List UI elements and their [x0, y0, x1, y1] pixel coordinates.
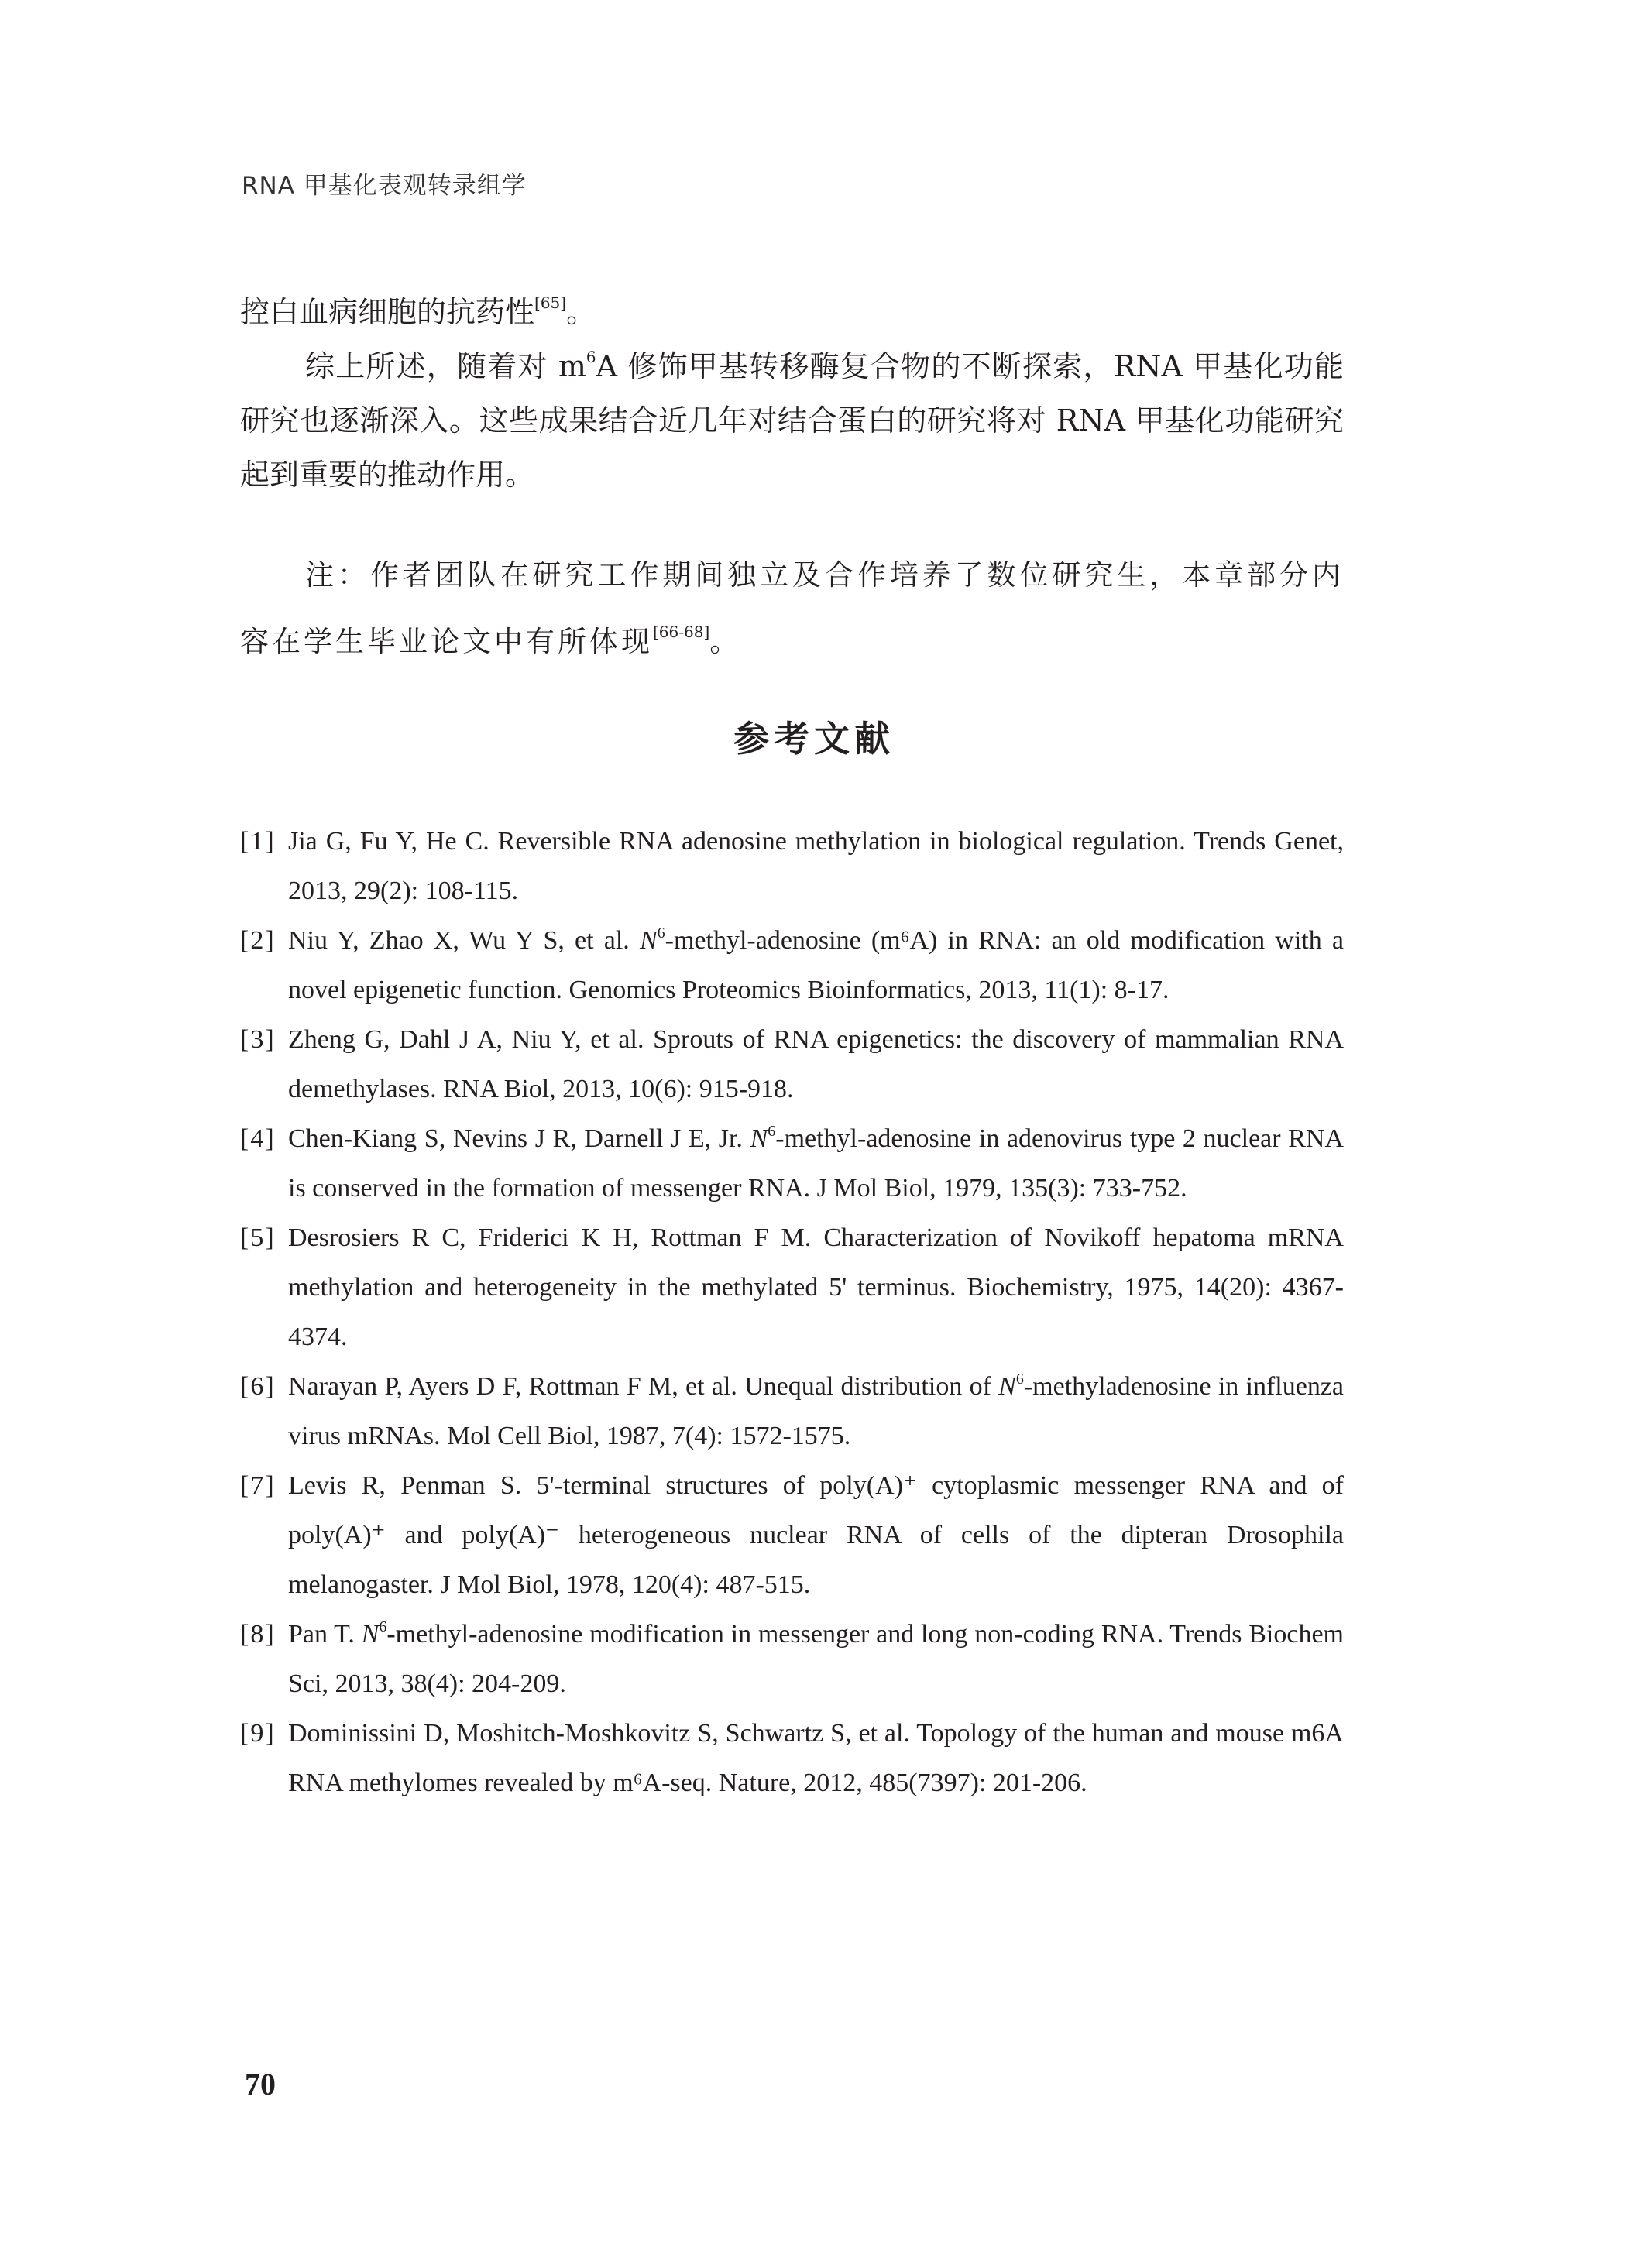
reference-item: [5] Desrosiers R C, Friderici K H, Rottman F M. Characterization of Novikoff hepatoma mRNA methylation and heterogeneity in the methylated 5' terminus. Biochemistry, 1975, 14(20): 4367-4374.	[240, 1213, 1344, 1362]
reference-number: [1]	[240, 827, 276, 856]
reference-number: [6]	[240, 1372, 276, 1401]
reference-item: [4] Chen-Kiang S, Nevins J R, Darnell J E, Jr. $N^6-methyl$-adenosine in adenovirus type 2 nuclear RNA is conserved in the formation of messenger RNA. J Mol Biol, 1979, 135(3): 733-752.	[240, 1114, 1344, 1213]
citation-link[interactable]: [65]	[534, 293, 567, 312]
reference-number: [7]	[240, 1471, 276, 1500]
running-header: RNA 甲基化表观转录组学	[242, 172, 527, 200]
reference-item: [8] Pan T. $N^6-methyl$-adenosine modification in messenger and long non-coding RNA. Trends Biochem Sci, 2013, 38(4): 204-209.	[240, 1610, 1344, 1709]
note-paragraph: 注：作者团队在研究工作期间独立及合作培养了数位研究生，本章部分内容在学生毕业论文中有所体现[66-68]。	[240, 558, 1344, 658]
author-note	[240, 542, 1344, 675]
reference-item: [2] Niu Y, Zhao X, Wu Y S, et al. $N^6-methyl$-adenosine (m⁶A) in RNA: an old modification with a novel epigenetic function. Genomics Proteomics Bioinformatics, 2013, 11(1): 8-17.	[240, 916, 1344, 1015]
reference-item: [9] Dominissini D, Moshitch-Moshkovitz S, Schwartz S, et al. Topology of the human and mouse m6A RNA methylomes revealed by m⁶A-seq. Nature, 2012, 485(7397): 201-206.	[240, 1709, 1344, 1808]
reference-item: [7] Levis R, Penman S. 5'-terminal structures of poly(A)⁺ cytoplasmic messenger RNA and of poly(A)⁺ and poly(A)⁻ heterogeneous nuclear RNA of cells of the dipteran Drosophila melanogaster. J Mol Biol, 1978, 120(4): 487-515.	[240, 1461, 1344, 1610]
citation-link[interactable]: [66-68]	[653, 623, 710, 641]
reference-item: [3] Zheng G, Dahl J A, Niu Y, et al. Sprouts of RNA epigenetics: the discovery of mammalian RNA demethylases. RNA Biol, 2013, 10(6): 915-918.	[240, 1015, 1344, 1114]
reference-item: [6] Narayan P, Ayers D F, Rottman F M, et al. Unequal distribution of $N^6$-methyladenosine in influenza virus mRNAs. Mol Cell Biol, 1987, 7(4): 1572-1575.	[240, 1362, 1344, 1461]
reference-number: [3]	[240, 1025, 276, 1054]
reference-number: [2]	[240, 926, 276, 955]
paragraph-continuation: 控白血病细胞的抗药性[65]。	[240, 293, 596, 329]
page-number: 70	[245, 2067, 276, 2102]
references-list	[240, 817, 1344, 1808]
references-heading: 参考文献	[733, 718, 895, 760]
reference-number: [8]	[240, 1620, 276, 1649]
reference-item: [1] Jia G, Fu Y, He C. Reversible RNA adenosine methylation in biological regulation. Trends Genet, 2013, 29(2): 108-115.	[240, 817, 1344, 916]
paragraph-summary: 综上所述，随着对 m$^6$A 修饰甲基转移酶复合物的不断探索，RNA 甲基化功能研究也逐渐深入。这些成果结合近几年对结合蛋白的研究将对 RNA 甲基化功能研究起到重要的推动作用。	[240, 348, 1344, 492]
reference-number: [5]	[240, 1223, 276, 1252]
reference-number: [4]	[240, 1124, 276, 1153]
body-text	[240, 285, 1344, 502]
reference-number: [9]	[240, 1719, 276, 1748]
